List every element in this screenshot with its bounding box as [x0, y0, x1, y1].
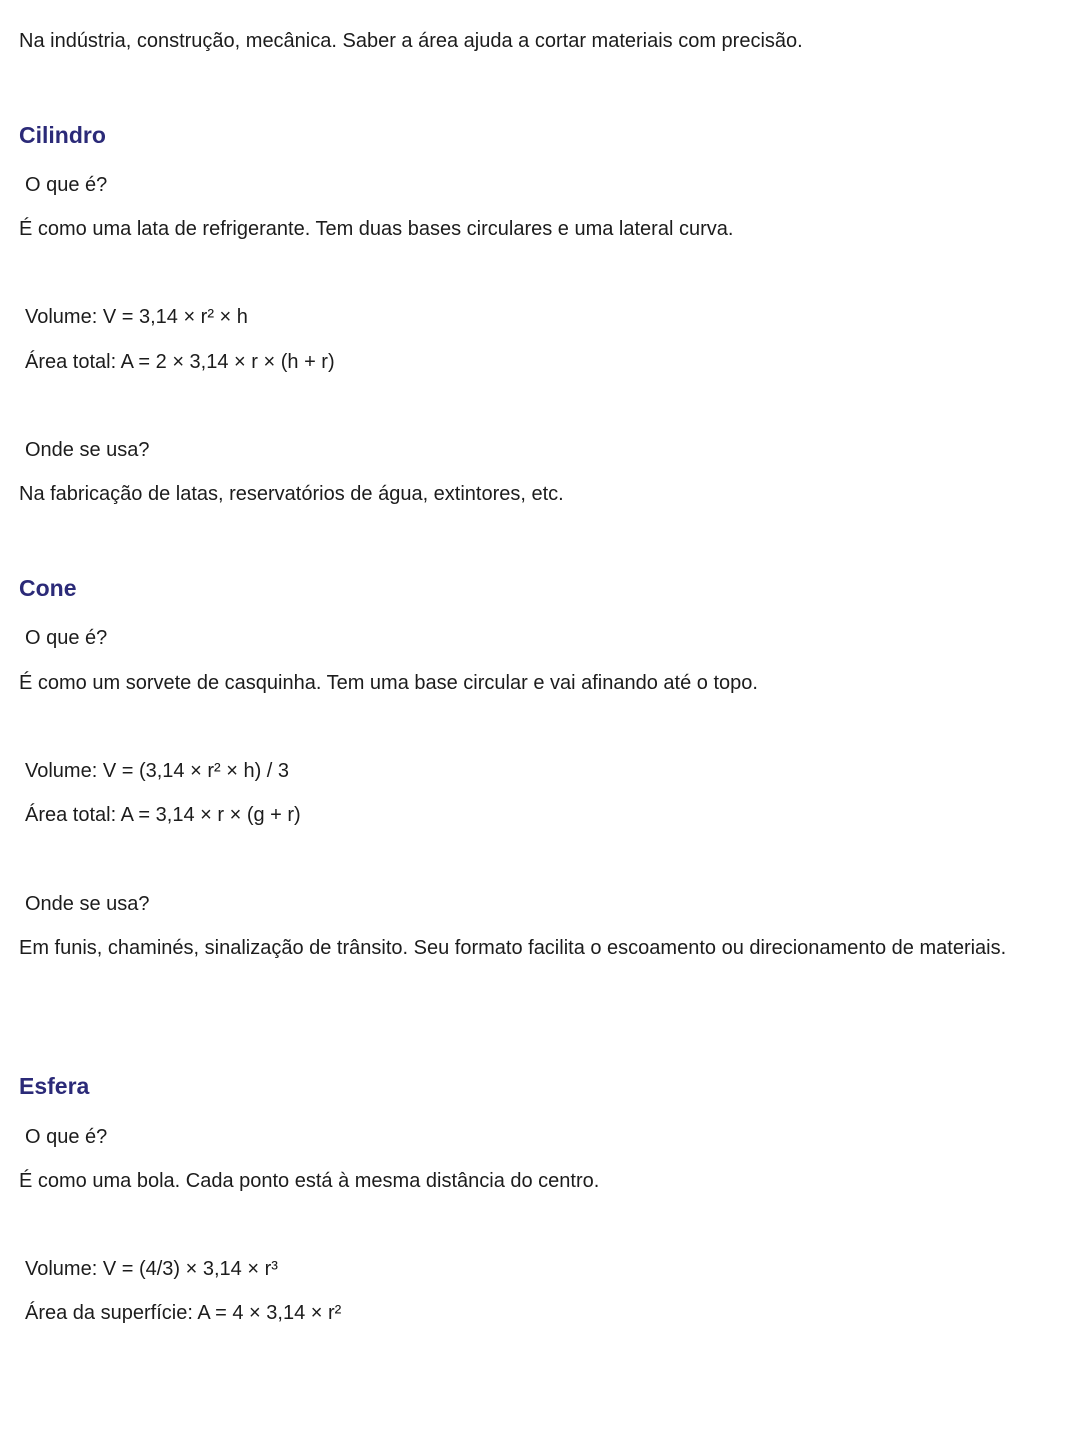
what-label: O que é? [25, 174, 108, 196]
section-title-cone: Cone [19, 575, 77, 601]
what-text: É como um sorvete de casquinha. Tem uma base circular e vai afinando até o topo. [19, 672, 758, 694]
where-text: Na fabricação de latas, reservatórios de água, extintores, etc. [19, 483, 564, 505]
intro-text: Na indústria, construção, mecânica. Saber a área ajuda a cortar materiais com precisão. [19, 30, 803, 52]
formula-area: Área da superfície: A = 4 × 3,14 × r² [25, 1302, 342, 1324]
what-label: O que é? [25, 1126, 108, 1148]
formula-volume: Volume: V = (3,14 × r² × h) / 3 [25, 760, 290, 782]
formula-volume: Volume: V = (4/3) × 3,14 × r³ [25, 1258, 278, 1280]
formula-area: Área total: A = 2 × 3,14 × r × (h + r) [25, 351, 335, 373]
where-label: Onde se usa? [25, 893, 150, 915]
what-text: É como uma lata de refrigerante. Tem duas bases circulares e uma lateral curva. [19, 218, 734, 240]
where-label: Onde se usa? [25, 439, 150, 461]
formula-volume: Volume: V = 3,14 × r² × h [25, 306, 248, 328]
section-title-esfera: Esfera [19, 1073, 90, 1099]
formula-area: Área total: A = 3,14 × r × (g + r) [25, 804, 301, 826]
where-text: Em funis, chaminés, sinalização de trânsito. Seu formato facilita o escoamento ou direcionamento de materiais. [19, 937, 1007, 959]
what-label: O que é? [25, 627, 108, 649]
section-title-cilindro: Cilindro [19, 122, 106, 148]
what-text: É como uma bola. Cada ponto está à mesma distância do centro. [19, 1170, 600, 1192]
